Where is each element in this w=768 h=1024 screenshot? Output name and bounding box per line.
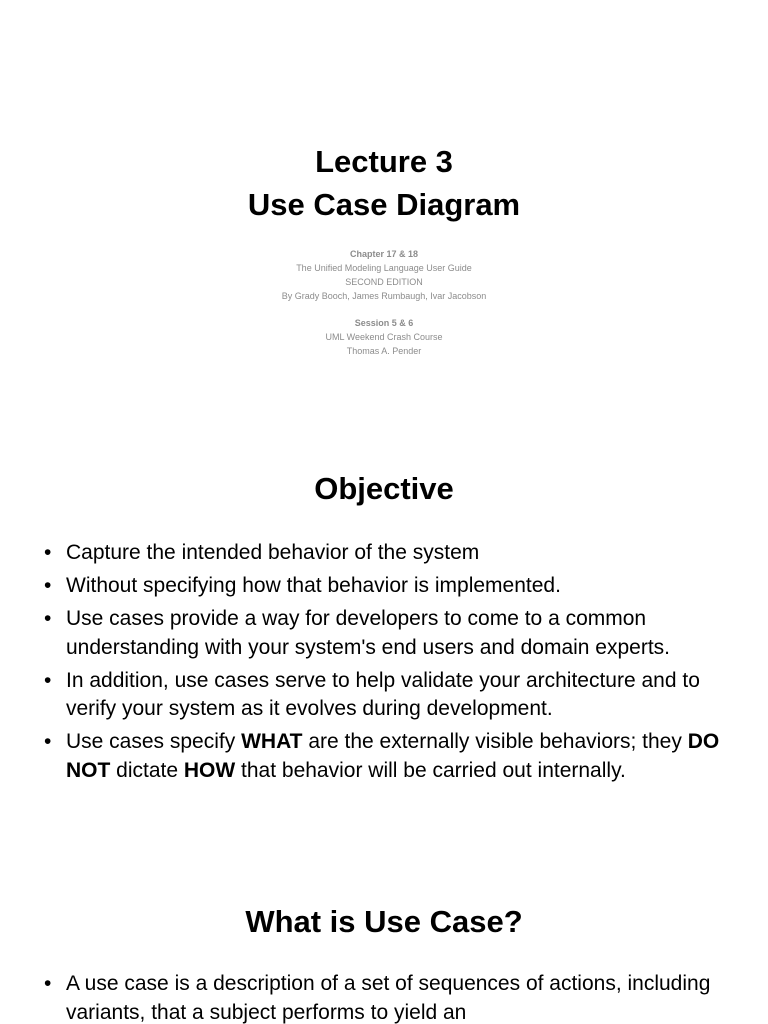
text-run: dictate xyxy=(110,758,184,782)
bullet-text: Without specifying how that behavior is implemented. xyxy=(66,574,561,597)
bullet-list xyxy=(44,539,734,790)
slide-title: Objective xyxy=(314,471,454,506)
list-item xyxy=(44,539,734,568)
title-slide xyxy=(0,0,768,410)
title-line-1: Lecture 3 xyxy=(315,144,453,179)
bullet-icon: • xyxy=(44,730,52,753)
text-run: are the externally visible behaviors; they xyxy=(302,730,688,753)
ref-gap xyxy=(0,303,768,316)
ref-edition: SECOND EDITION xyxy=(345,277,423,287)
emphasis-how: HOW xyxy=(183,758,236,782)
list-item xyxy=(44,728,734,785)
emphasis-what: WHAT xyxy=(241,730,303,753)
bullet-icon: • xyxy=(44,668,52,692)
ref-course: UML Weekend Crash Course xyxy=(325,332,443,342)
ref-chapter: Chapter 17 & 18 xyxy=(349,249,419,259)
bullet-text: Capture the intended behavior of the system xyxy=(66,541,480,564)
text-run: Use cases specify xyxy=(66,730,242,753)
reference-block xyxy=(0,247,768,358)
list-item xyxy=(44,970,734,1024)
emphasis-do-not: DO NOT xyxy=(66,730,720,782)
ref-authors: By Grady Booch, James Rumbaugh, Ivar Jacobson xyxy=(281,291,487,301)
list-item xyxy=(44,605,734,662)
bullet-icon: • xyxy=(44,574,52,597)
bullet-text: Use cases provide a way for developers to come to a common understanding with your system's end users and domain experts. xyxy=(66,607,670,659)
bullet-list xyxy=(44,970,734,1024)
bullet-text: A use case is a description of a set of sequences of actions, including variants, that a subject performs to yield an xyxy=(66,972,711,1024)
ref-book: The Unified Modeling Language User Guide xyxy=(296,263,472,273)
bullet-text: In addition, use cases serve to help validate your architecture and to verify your system as it evolves during development. xyxy=(66,668,700,720)
list-item xyxy=(44,667,734,724)
text-run: that behavior will be carried out internally. xyxy=(235,758,626,782)
list-item xyxy=(44,572,734,601)
slide-title: What is Use Case? xyxy=(245,904,523,939)
title-line-2: Use Case Diagram xyxy=(247,187,521,222)
bullet-icon: • xyxy=(44,972,52,995)
objective-slide xyxy=(0,445,768,875)
ref-session: Session 5 & 6 xyxy=(354,318,414,328)
what-is-use-case-slide xyxy=(0,880,768,1024)
bullet-icon: • xyxy=(44,607,52,630)
bullet-text xyxy=(66,730,719,782)
bullet-icon: • xyxy=(44,541,52,564)
slide-title xyxy=(0,140,768,226)
ref-course-author: Thomas A. Pender xyxy=(346,346,422,356)
